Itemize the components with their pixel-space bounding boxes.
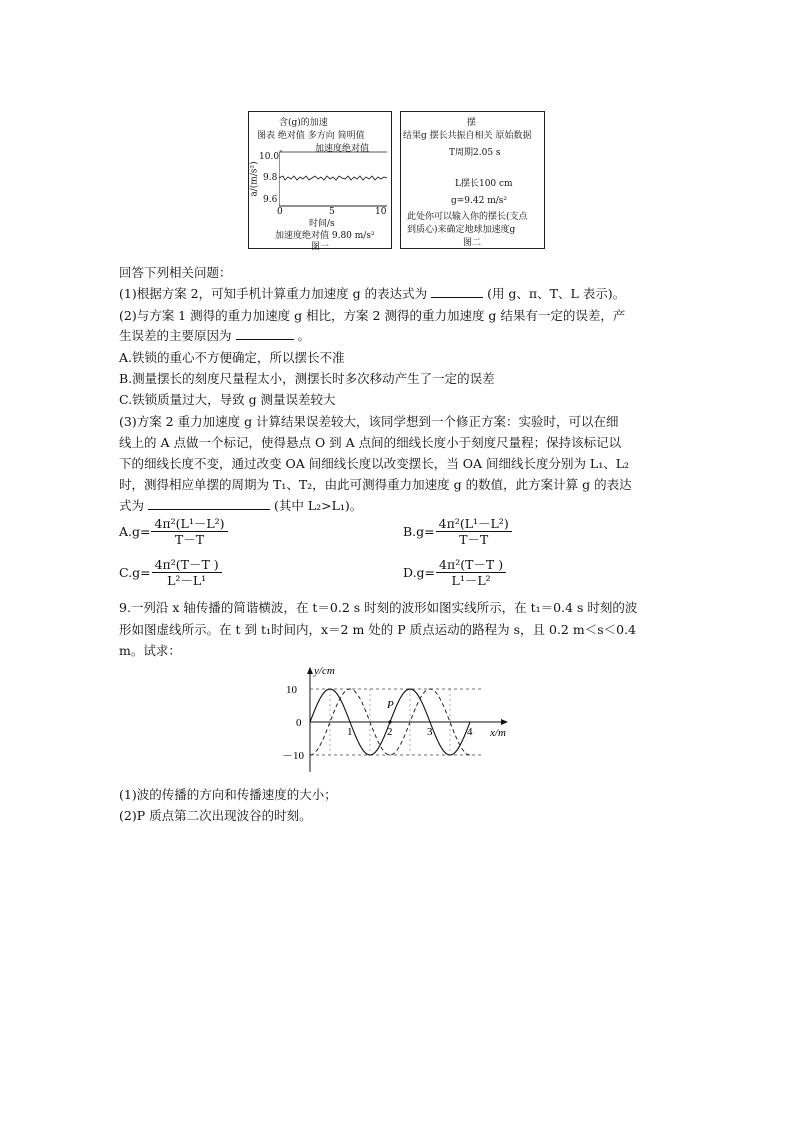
wave-chart — [280, 664, 520, 776]
figure1-y-tick: 9.6 — [263, 195, 278, 205]
formula-option-b[interactable] — [403, 516, 512, 547]
y-tick-label: 10 — [286, 684, 297, 696]
figure1-reading: 加速度绝对值 9.80 m/s² — [275, 231, 375, 241]
formula-a-numerator: 4π²(L¹－L²) — [151, 516, 227, 532]
question-3-line-4: 时，测得相应单摆的周期为 T₁、T₂，由此可测得重力加速度 g 的数值，此方案计算 g 的表达 — [119, 477, 632, 492]
question-2-text: 生误差的主要原因为 — [119, 328, 232, 343]
y-axis-arrow — [307, 667, 313, 674]
formula-c-numerator: 4π²(T－T ) — [152, 557, 222, 573]
figure1-y-tick: 9.8 — [263, 173, 278, 183]
figure2-note-2: 到质心)来确定地球加速度g — [407, 225, 516, 235]
figure1-x-label: 时间/s — [309, 219, 335, 229]
figure2-length: L摆长100 cm — [455, 179, 513, 189]
y-axis-label: y/cm — [314, 665, 335, 677]
question-1-text: (1)根据方案 2，可知手机计算重力加速度 g 的表达式为 — [119, 286, 428, 301]
figure2-note-1: 此处你可以输入你的摆长(支点 — [407, 212, 528, 222]
formula-option-a[interactable] — [119, 516, 228, 547]
formula-b-fraction — [436, 516, 512, 547]
figure1-plot — [279, 150, 389, 212]
x-tick-label: 3 — [427, 726, 433, 738]
formula-b-denominator: T－T — [459, 532, 489, 547]
question-2-line-1: (2)与方案 1 测得的重力加速度 g 相比，方案 2 测得的重力加速度 g 结果有一定的误差，产 — [119, 308, 626, 323]
question-9-sub-1: (1)波的传播的方向和传播速度的大小； — [119, 787, 337, 802]
question-3-line-1: (3)方案 2 重力加速度 g 计算结果误差较大，该同学想到一个修正方案：实验时，可以在细 — [119, 414, 619, 429]
formula-d-label: D.g= — [403, 565, 436, 580]
figure1-title: 含(g)的加速 — [279, 118, 328, 128]
x-axis-label: x/m — [490, 727, 506, 739]
formula-d-denominator: L¹－L² — [451, 573, 491, 588]
y-tick-label: 0 — [296, 717, 302, 729]
question-3-suffix: (其中 L₂>L₁)。 — [273, 498, 363, 513]
formula-c-fraction — [152, 557, 222, 588]
formula-d-fraction — [436, 557, 506, 588]
formula-a-fraction — [151, 516, 227, 547]
question-3-prefix: 式为 — [119, 498, 145, 513]
intro-text: 回答下列相关问题： — [119, 265, 232, 280]
x-axis-arrow — [501, 719, 508, 725]
formula-option-c[interactable] — [119, 557, 222, 588]
figure1-y-label: a/(m/s²) — [249, 161, 260, 197]
formula-a-denominator: T－T — [174, 532, 205, 547]
option-a: A.铁锁的重心不方便确定，所以摆长不准 — [119, 350, 345, 365]
formula-d-numerator: 4π²(T－T ) — [436, 557, 506, 573]
answer-blank-1[interactable] — [431, 285, 483, 298]
figure1-noise-trace — [279, 176, 387, 180]
formula-option-d[interactable] — [403, 557, 506, 588]
figure2-period: T周期2.05 s — [449, 148, 501, 158]
formula-c-denominator: L²－L¹ — [167, 573, 207, 588]
question-9-line-2: 形如图虚线所示。在 t 到 t₁时间内，x＝2 m 处的 P 质点运动的路程为 s，且 0.2 m＜s＜0.4 — [119, 622, 636, 637]
x-tick-label: 4 — [467, 726, 473, 738]
figure2-menu: 结果g 摆长共振自相关 原始数据 — [403, 131, 532, 141]
question-3-line-3: 下的细线长度不变，通过改变 OA 间细线长度以改变摆长，当 OA 间细线长度分别为 L₁、L₂ — [119, 456, 630, 471]
formula-b-label: B.g= — [403, 524, 435, 539]
option-c: C.铁锁质量过大，导致 g 测量误差较大 — [119, 392, 336, 407]
question-3-line-2: 线上的 A 点做一个标记，使得悬点 O 到 A 点间的细线长度小于刻度尺量程；保持该标记以 — [119, 435, 622, 450]
figure1-legend: 加速度绝对值 — [315, 144, 370, 154]
figure1-menu: 图表 绝对值 多方向 简明值 — [257, 131, 365, 141]
question-2-end: 。 — [297, 328, 310, 343]
question-9-line-1: 9.一列沿 x 轴传播的简谐横波，在 t＝0.2 s 时刻的波形如图实线所示，在 t₁＝0.4 s 时刻的波 — [119, 600, 638, 615]
question-3-line-5 — [119, 496, 362, 515]
option-b: B.测量摆长的刻度尺量程太小，测摆长时多次移动产生了一定的误差 — [119, 371, 495, 386]
figure2-title: 摆 — [467, 118, 477, 128]
answer-blank-2[interactable] — [236, 327, 294, 340]
figure1-y-tick: 10.0 — [259, 152, 280, 162]
question-2-line-2 — [119, 326, 310, 345]
x-tick-label: 1 — [347, 726, 353, 738]
y-tick-label: －10 — [282, 750, 304, 762]
figure1-x-tick: 10 — [375, 207, 387, 217]
formula-c-label: C.g= — [119, 565, 151, 580]
figure1-x-tick: 0 — [277, 207, 283, 217]
answer-blank-3[interactable] — [148, 497, 270, 510]
figure2-g-value: g=9.42 m/s² — [451, 196, 507, 206]
point-p-marker — [388, 720, 391, 723]
question-1-suffix: (用 g、π、T、L 表示)。 — [487, 286, 626, 301]
figure1-caption: 图一 — [311, 242, 330, 252]
formula-a-label: A.g= — [119, 524, 151, 539]
formula-b-numerator: 4π²(L¹－L²) — [436, 516, 512, 532]
figure-2 — [400, 111, 545, 249]
figure2-caption: 图二 — [463, 238, 482, 248]
question-9-sub-2: (2)P 质点第二次出现波谷的时刻。 — [119, 808, 312, 823]
figure1-x-tick: 5 — [329, 207, 335, 217]
x-tick-label: 2 — [387, 726, 393, 738]
question-9-line-3: m。试求： — [119, 643, 181, 658]
figure-1 — [248, 111, 392, 252]
question-1 — [119, 284, 625, 303]
point-p-label: P — [387, 699, 394, 711]
